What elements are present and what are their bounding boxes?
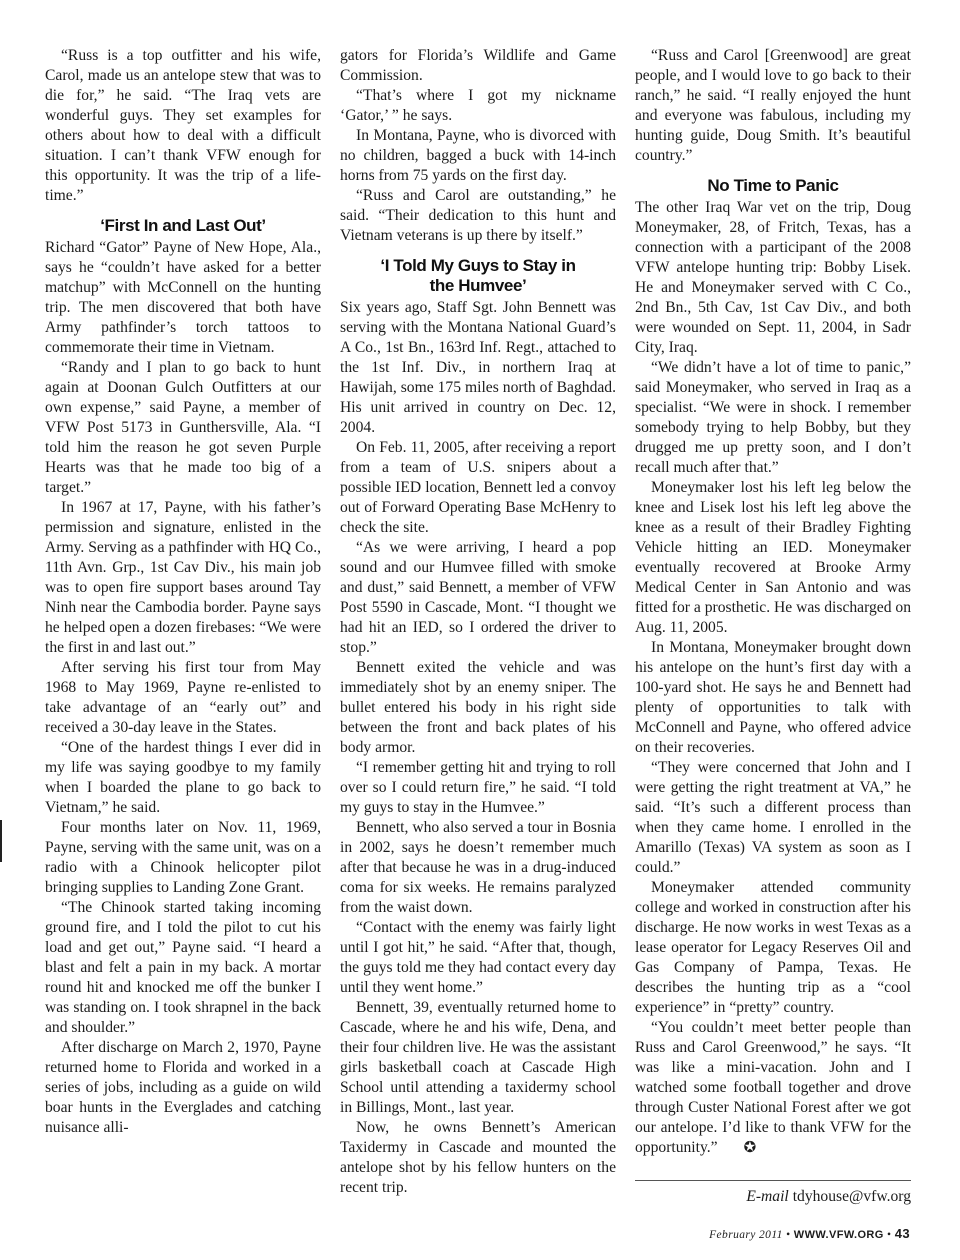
subheading: ‘I Told My Guys to Stay in the Humvee’ — [380, 256, 576, 295]
paragraph: In 1967 at 17, Payne, with his father’s permission and signature, enlisted in the Army. Serving as a pathfinder with HQ Co., 11th Avn. Grp., 1st Cav Div., his main job was to open fire support bases around Tay Ninh near the Cambodia border. Payne says he helped open a dozen firebases: “We were the first in and last out.” — [45, 499, 321, 656]
paragraph: Moneymaker lost his left leg below the knee and Lisek lost his left leg above the knee as a result of their Bradley Fighting Vehicle hitting an IED. Moneymaker eventually recovered at Brooke Army Medical Center in San Antonio and was fitted for a prosthetic. He was discharged on Aug. 11, 2005. — [635, 479, 911, 636]
paragraph: The other Iraq War vet on the trip, Doug Moneymaker, 28, of Fritch, Texas, has a connection with a participant of the 2008 VFW antelope hunting trip: Bobby Lisek. He and Moneymaker served with C Co., 2nd Bn., 5th Cav, 1st Cav Div., and both were wounded on Sept. 11, 2004, in Sadr City, Iraq. — [635, 199, 911, 356]
paragraph: gators for Florida’s Wildlife and Game Commission. — [340, 47, 616, 84]
paragraph: Moneymaker attended community college and worked in construction after his discharge. He now works in west Texas as a lease operator for Legacy Reserves Oil and Gas Company of Pampa, Texas. He describes the hunting trip as a “cool experience” in “pretty” country. — [635, 879, 911, 1016]
paragraph: “Russ is a top outfitter and his wife, Carol, made us an antelope stew that was to die for,” he said. “The Iraq vets are wonderful guys. They set examples for others about how to deal with a difficult situation. I can’t thank VFW enough for this opportunity. It was the trip of a life-time.” — [45, 47, 321, 204]
email-label: E-mail — [746, 1188, 789, 1205]
paragraph: Now, he owns Bennett’s American Taxidermy in Cascade and mounted the antelope shot by his fellow hunters on the recent trip. — [340, 1119, 616, 1196]
paragraph: “They were concerned that John and I were getting the right treatment at VA,” he said. “It’s such a different process than when they came home. I enrolled in the Amarillo (Texas) VA system as soon as I could.” — [635, 759, 911, 876]
paragraph: Bennett, 39, eventually returned home to Cascade, where he and his wife, Dena, and their four children live. He was the assistant girls basketball coach at Cascade High School until attending a taxidermy school in Billings, Mont., last year. — [340, 999, 616, 1116]
byline-divider — [635, 1180, 911, 1181]
paragraph: “I remember getting hit and trying to roll over so I could return fire,” he said. “I told my guys to stay in the Humvee.” — [340, 759, 616, 816]
subheading: No Time to Panic — [707, 176, 839, 195]
paragraph: “That’s where I got my nickname ‘Gator,’ ” he says. — [340, 87, 616, 124]
article-column-1 — [45, 46, 321, 1138]
paragraph: “Randy and I plan to go back to hunt again at Doonan Gulch Outfitters at our own expense,” said Payne, a member of VFW Post 5173 in Gunthersville, Ala. “I told him the reason he got seven Purple Hearts was that he made too big of a target.” — [45, 359, 321, 496]
separator: • — [887, 1229, 892, 1241]
paragraph: “Contact with the enemy was fairly light until I got hit,” he said. “After that, though, the guys told me they had contact every day until they went home.” — [340, 919, 616, 996]
subheading: ‘First In and Last Out’ — [100, 216, 266, 235]
paragraph: In Montana, Payne, who is divorced with no children, bagged a buck with 14-inch horns from 75 yards on the first day. — [340, 127, 616, 184]
paragraph: “Russ and Carol are outstanding,” he said. “Their dedication to this hunt and Vietnam veterans is up there by itself.” — [340, 187, 616, 244]
article-column-2 — [340, 46, 616, 1198]
byline — [635, 1188, 911, 1206]
paragraph: After serving his first tour from May 1968 to May 1969, Payne re-enlisted to take advantage of an “early out” and received a 30-day leave in the States. — [45, 659, 321, 736]
page-footer — [709, 1226, 910, 1241]
paragraph: “We didn’t have a lot of time to panic,” said Moneymaker, who served in Iraq as a specialist. “We were in shock. I remember somebody trying to help Bobby, but they drugged me up pretty soon, and I don’t recall much after that.” — [635, 359, 911, 476]
paragraph: Richard “Gator” Payne of New Hope, Ala., says he “couldn’t have asked for a better matchup” with McConnell on the hunting trip. The men discovered that both have Army pathfinder’s torch tattoos to commemorate their time in Vietnam. — [45, 239, 321, 356]
paragraph: “One of the hardest things I ever did in my life was saying goodbye to my family when I boarded the plane to go back to Vietnam,” he said. — [45, 739, 321, 816]
paragraph: Six years ago, Staff Sgt. John Bennett was serving with the Montana National Guard’s A Co., 1st Bn., 163rd Inf. Regt., attached to the 1st Inf. Div., in northern Iraq at Hawijah, some 175 miles north of Baghdad. His unit arrived in country on Dec. 12, 2004. — [340, 299, 616, 436]
paragraph — [635, 1018, 911, 1158]
margin-mark — [0, 820, 2, 862]
separator: • — [786, 1229, 791, 1241]
paragraph: Four months later on Nov. 11, 1969, Payne, serving with the same unit, was on a radio with a Chinook helicopter pilot bringing supplies to Landing Zone Grant. — [45, 819, 321, 896]
website-link[interactable]: WWW.VFW.ORG — [793, 1229, 884, 1241]
issue-date: February 2011 — [709, 1229, 783, 1241]
email-address[interactable]: tdyhouse@vfw.org — [792, 1188, 911, 1205]
end-of-story-icon: ✪ — [743, 1140, 757, 1156]
paragraph: On Feb. 11, 2005, after receiving a report from a team of U.S. snipers about a possible IED location, Bennett led a convoy out of Forward Operating Base McHenry to check the site. — [340, 439, 616, 536]
paragraph: After discharge on March 2, 1970, Payne returned home to Florida and worked in a series of jobs, including as a guide on wild boar hunts in the Everglades and catching nuisance alli- — [45, 1039, 321, 1136]
paragraph: Bennett, who also served a tour in Bosnia in 2002, says he doesn’t remember much after that because he was in a drug-induced coma for six weeks. He remains paralyzed from the waist down. — [340, 819, 616, 916]
paragraph: “Russ and Carol [Greenwood] are great people, and I would love to go back to their ranch,” he said. “I really enjoyed the hunt and everyone was fabulous, including my hunting guide, Doug Smith. It’s beautiful country.” — [635, 47, 911, 164]
paragraph-text: “You couldn’t meet better people than Russ and Carol Greenwood,” he says. “It was like a mini-vacation. John and I watched some football together and drove through Custer National Forest after we got our antelope. I’d like to thank VFW for the opportunity.” — [635, 1019, 911, 1156]
article-column-3 — [635, 46, 911, 1158]
paragraph: In Montana, Moneymaker brought down his antelope on the hunt’s first day with a 100-yard shot. He says he and Bennett had plenty of opportunities to talk with McConnell and Payne, who offered advice on their recoveries. — [635, 639, 911, 756]
paragraph: Bennett exited the vehicle and was immediately shot by an enemy sniper. The bullet entered his body in his right side between the front and back plates of his body armor. — [340, 659, 616, 756]
paragraph: “The Chinook started taking incoming ground fire, and I told the pilot to cut his load and get out,” Payne said. “I heard a blast and felt a pain in my back. A mortar round hit and knocked me off the bunker I was standing on. I took shrapnel in the back and shoulder.” — [45, 899, 321, 1036]
paragraph: “As we were arriving, I heard a pop sound and our Humvee filled with smoke and dust,” said Bennett, a member of VFW Post 5590 in Cascade, Mont. “I thought we had hit an IED, so I ordered the driver to stop.” — [340, 539, 616, 656]
page-number: 43 — [894, 1226, 910, 1241]
